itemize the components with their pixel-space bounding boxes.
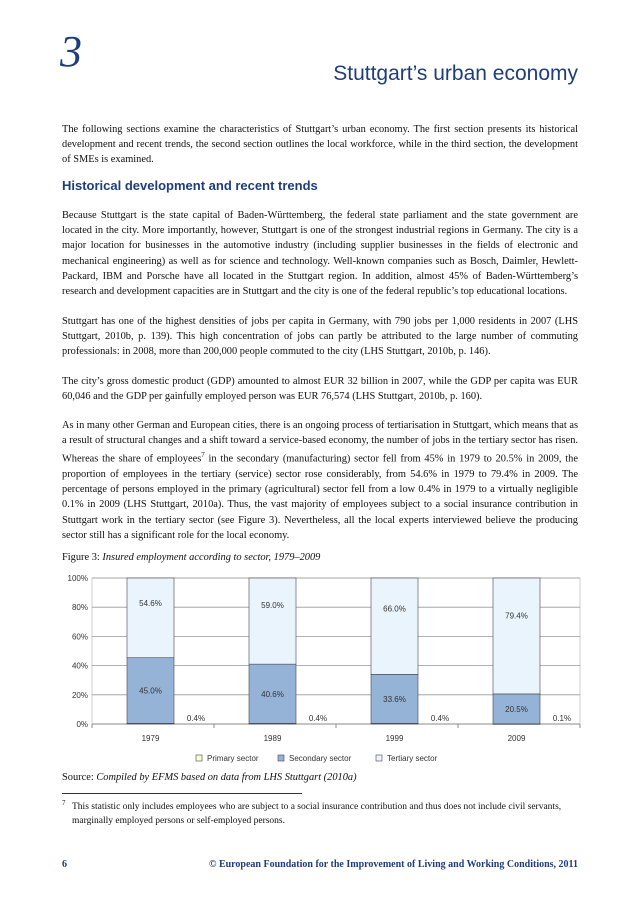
data-label: 0.4% <box>308 714 328 723</box>
legend-swatch <box>376 755 382 761</box>
footnote-divider <box>62 793 302 794</box>
chapter-number: 3 <box>60 27 82 76</box>
paragraph: Because Stuttgart is the state capital of Baden-Württemberg, the federal state parliament and the state government are located in the city. More importantly, however, Stuttgart is one of the strongest industrial regions in Germany. The city is a major location for businesses in the automotive industry (including supplier businesses in the fields of electronic and mechanical engineering) as well as for science and technology. Well-known companies such as Bosch, Daimler, Hewlett-Packard, IBM and Porsche have all located in the Stuttgart region. In addition, almost 45% of Baden-Württemberg’s research and development capacities are in Stuttgart and the city is one of the federal republic’s top educational locations. <box>62 210 578 298</box>
x-tick-label: 2009 <box>507 734 526 743</box>
data-label: 40.6% <box>261 689 284 699</box>
figure-label: Figure 3: <box>62 552 103 563</box>
data-label: 45.0% <box>139 686 162 696</box>
data-label: 79.4% <box>505 611 528 621</box>
figure-title: Insured employment according to sector, 1979–2009 <box>102 552 321 563</box>
paragraph <box>62 418 578 543</box>
footnote-ref[interactable]: 7 <box>201 451 205 460</box>
data-label: 20.5% <box>505 704 528 714</box>
legend-swatch <box>278 755 284 761</box>
data-label: 0.1% <box>552 714 572 723</box>
y-tick-label: 100% <box>67 574 88 583</box>
bar-tertiary-sector <box>127 578 174 658</box>
footnote <box>62 800 578 828</box>
section-heading: Historical development and recent trends <box>62 178 318 193</box>
x-tick-label: 1999 <box>385 734 404 743</box>
data-label: 54.6% <box>139 598 162 608</box>
data-label: 59.0% <box>261 601 284 611</box>
data-label: 0.4% <box>186 714 206 723</box>
bar-tertiary-sector <box>493 578 540 694</box>
data-label: 66.0% <box>383 604 406 614</box>
data-label: 0.4% <box>430 714 450 723</box>
y-tick-label: 0% <box>76 720 88 729</box>
footnote-text: This statistic only includes employees who are subject to a social insurance contribution and thus does not include civil servants, marginally employed persons or self-employed persons. <box>72 802 562 826</box>
bar-tertiary-sector <box>371 578 418 674</box>
source-label: Source: <box>62 772 97 783</box>
data-label: 33.6% <box>383 694 406 704</box>
legend-label: Secondary sector <box>289 754 352 763</box>
figure-source <box>62 772 357 783</box>
x-tick-label: 1979 <box>141 734 160 743</box>
paragraph: Stuttgart has one of the highest densities of jobs per capita in Germany, with 790 jobs per 1,000 residents in 2007 (LHS Stuttgart, 2010b, p. 139). This high concentration of jobs can partly be attributed to the large number of commuting professionals: in 2008, more than 200,000 people commuted to the city (LHS Stuttgart, 2010b, p. 146). <box>62 316 578 358</box>
y-tick-label: 60% <box>71 632 88 642</box>
paragraph: The city’s gross domestic product (GDP) amounted to almost EUR 32 billion in 2007, while the GDP per capita was EUR 60,046 and the GDP per gainfully employed person was EUR 76,574 (LHS Stuttgart, 2010b, p. 160). <box>62 376 578 403</box>
footnote-number: 7 <box>62 799 66 807</box>
paragraph-text: As in many other German and European cities, there is an ongoing process of tertiarisation in Stuttgart, which means that as a result of structural changes and a shift toward a service-based economy, the number of jobs in the tertiary sector has risen. Whereas the share of employees <box>62 420 578 465</box>
figure-caption <box>62 552 320 563</box>
copyright: © European Foundation for the Improvement of Living and Working Conditions, 2011 <box>208 859 578 870</box>
intro-paragraph: The following sections examine the characteristics of Stuttgart’s urban economy. The first section presents its historical development and recent trends, the second section outlines the local workforce, while in the third section, the development of SMEs is examined. <box>62 124 578 166</box>
legend-label: Primary sector <box>207 754 259 763</box>
paragraph-text: in the secondary (manufacturing) sector fell from 45% in 1979 to 20.5% in 2009, the proportion of employees in the tertiary (service) sector rose considerably, from 54.6% in 1979 to 79.4% in 2009. The percentage of persons employed in the primary (agricultural) sector fell from a low 0.4% in 1979 to a virtually negligible 0.1% in 2009 (LHS Stuttgart, 2010a). Thus, the vast majority of employees subject to a social insurance contribution in Stuttgart work in the tertiary sector (see Figure 3). Nevertheless, all the local experts interviewed believe the producing sector still has a significant role for the local economy. <box>62 453 578 541</box>
source-text: Compiled by EFMS based on data from LHS Stuttgart (2010a) <box>96 772 357 783</box>
stacked-bar-chart <box>0 565 638 770</box>
bar-tertiary-sector <box>249 578 296 664</box>
y-tick-label: 20% <box>71 690 88 700</box>
y-tick-label: 40% <box>71 661 88 671</box>
page-number: 6 <box>62 859 67 870</box>
x-tick-label: 1989 <box>263 734 282 743</box>
legend-label: Tertiary sector <box>387 754 438 763</box>
y-tick-label: 80% <box>71 603 88 613</box>
chapter-title: Stuttgart’s urban economy <box>333 62 578 85</box>
legend-swatch <box>196 755 202 761</box>
